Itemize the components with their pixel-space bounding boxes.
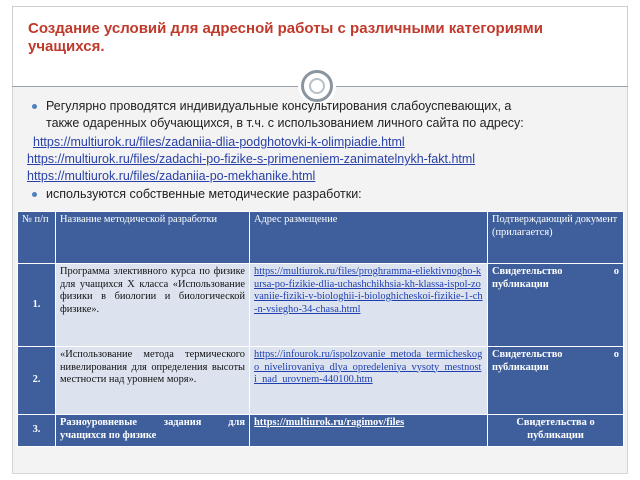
row-number: 1. xyxy=(18,264,56,347)
header-name: Название методической разработки xyxy=(56,212,250,264)
work-name: Программа элективного курса по физике для учащихся Х класса «Использование физики в биологии и биологической физике». xyxy=(56,264,250,347)
bullet-text-line-2: также одаренных обучающихся, в т.ч. с использованием личного сайта по адресу: xyxy=(46,116,524,130)
proof-document: Свидетельство о публикации xyxy=(488,347,624,415)
slide-title: Создание условий для адресной работы с различными категориями учащихся. xyxy=(28,20,543,55)
ring-inner-icon xyxy=(309,78,325,94)
bullet-text-line-1: Регулярно проводятся индивидуальные консультирования слабоуспевающих, а xyxy=(46,99,512,113)
table-header-row xyxy=(18,212,624,264)
table-row xyxy=(18,415,624,447)
work-name: Разноуровневые задания для учащихся по физике xyxy=(56,415,250,447)
proof-document: Свидетельство о публикации xyxy=(488,264,624,347)
site-link-problems[interactable]: https://multiurok.ru/files/zadachi-po-fizike-s-primeneniem-zanimatelnykh-fakt.html xyxy=(27,152,476,166)
methodical-works-table xyxy=(17,211,624,447)
bullet-icon xyxy=(32,104,37,109)
bullet-icon xyxy=(32,192,37,197)
site-link-olympiad[interactable]: https://multiurok.ru/files/zadaniia-dlia-podghotovki-k-olimpiadie.html xyxy=(33,135,405,149)
site-link-mechanics[interactable]: https://multiurok.ru/files/zadaniia-po-mekhanike.html xyxy=(27,169,316,183)
bullet-text-item-2: используются собственные методические разработки: xyxy=(46,187,362,201)
table-row xyxy=(18,347,624,415)
row-number: 3. xyxy=(18,415,56,447)
work-url-link[interactable]: https://infourok.ru/ispolzovanie_metoda_termicheskogo_nivelirovaniya_dlya_opredeleniya_vysoty_mestnosti_nad_urovnem-440100.htm xyxy=(250,347,488,415)
header-proof: Подтверждающий документ (прилагается) xyxy=(488,212,624,264)
work-name: «Использование метода термического нивелирования для определения высоты местности над уровнем моря». xyxy=(56,347,250,415)
proof-document: Свидетельства о публикации xyxy=(488,415,624,447)
work-url-link[interactable]: https://multiurok.ru/files/proghramma-eliektivnogho-kursa-po-fizikie-dlia-uchashchikhsia-kh-klassa-ispol-zovaniie-fiziki-v-biologhii-i-biologhicheskoi-fizikie-1-ch-n-vsiegho-34-chasa.html xyxy=(250,264,488,347)
work-url-link[interactable]: https://multiurok.ru/ragimov/files xyxy=(250,415,488,447)
row-number: 2. xyxy=(18,347,56,415)
header-address: Адрес размещение xyxy=(250,212,488,264)
table-row xyxy=(18,264,624,347)
header-num: № п/п xyxy=(18,212,56,264)
